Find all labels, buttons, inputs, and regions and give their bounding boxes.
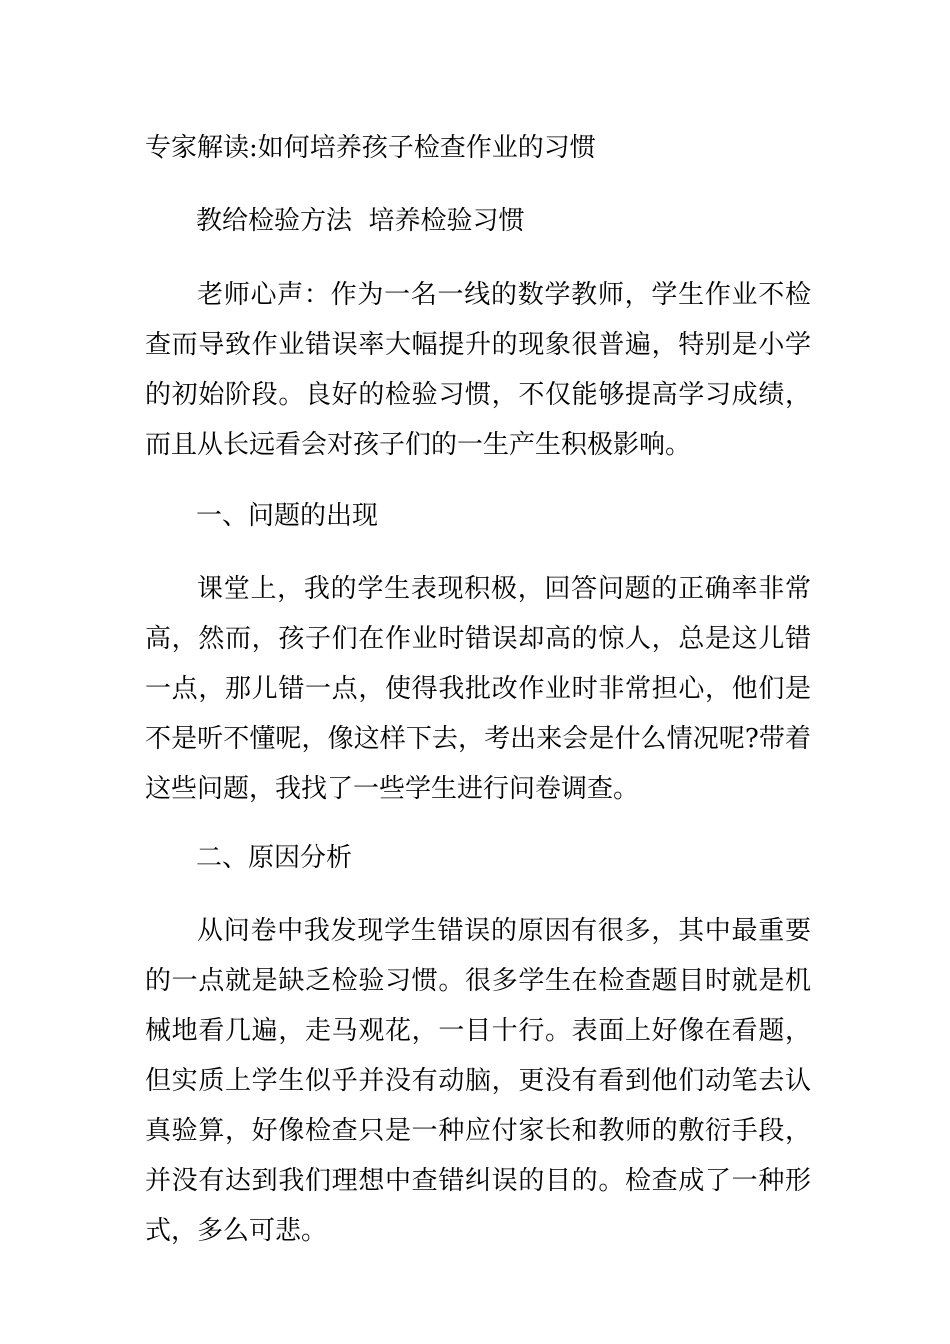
section-heading-problem: 一、问题的出现 [196, 501, 379, 531]
document-title: 专家解读:如何培养孩子检查作业的习惯 [145, 133, 596, 163]
section-heading-cause: 二、原因分析 [196, 843, 353, 873]
section-body-cause: 从问卷中我发现学生错误的原因有很多，其中最重要的一点就是缺乏检验习惯。很多学生在检查题目时就是机械地看几遍，走马观花，一目十行。表面上好像在看题，但实质上学生似乎并没有动脑，更没有看到他们动笔去认真验算，好像检查只是一种应付家长和教师的敷衍手段，并没有达到我们理想中查错纠误的目的。检查成了一种形式，多么可悲。 [145, 916, 811, 1246]
teacher-voice-paragraph: 老师心声：作为一名一线的数学教师，学生作业不检查而导致作业错误率大幅提升的现象很普遍，特别是小学的初始阶段。良好的检验习惯，不仅能够提高学习成绩，而且从长远看会对孩子们的一生产生积极影响。 [145, 280, 811, 460]
document-subtitle: 教给检验方法 培养检验习惯 [196, 206, 525, 236]
section-body-problem: 课堂上，我的学生表现积极，回答问题的正确率非常高，然而，孩子们在作业时错误却高的惊人，总是这儿错一点，那儿错一点，使得我批改作业时非常担心，他们是不是听不懂呢，像这样下去，考出来会是什么情况呢?带着这些问题，我找了一些学生进行问卷调查。 [145, 574, 811, 804]
